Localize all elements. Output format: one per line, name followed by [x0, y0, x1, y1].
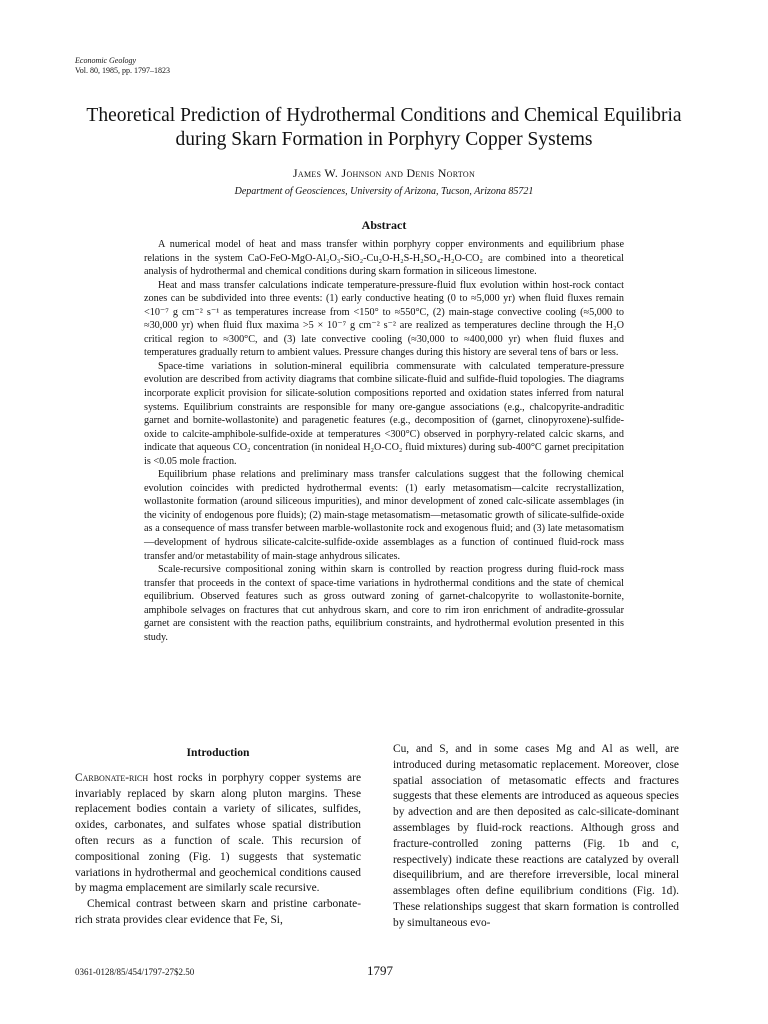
- page-number: 1797: [367, 963, 393, 978]
- journal-volume: Vol. 80, 1985, pp. 1797–1823: [75, 66, 170, 75]
- abstract-paragraph: Scale-recursive compositional zoning within skarn is controlled by reaction progress during fluid-rock mass transfer that proceeds in the context of space-time variations in hydrothermal conditions and the state of chemical equilibrium. Observed features such as gross outward zoning of garnet-chalcopyrite to wollastonite-bornite, amphibole selvages on fractures that cut anhydrous skarn, and core to rim iron enrichment of andradite-grossular garnet are consistent with the reaction paths, equilibrium constraints, and hydrothermal evolution presented in this study.: [144, 564, 624, 643]
- intro-paragraph-1: [75, 771, 361, 897]
- intro-paragraph-1-text: host rocks in porphyry copper systems are invariably replaced by skarn along pluton margins. These replacement bodies contain a variety of silicates, sulfides, oxides, carbonates, and sulfates whose spatial distribution often recurs as a function of scale. This recursion of compositional zoning (Fig. 1) suggests that systematic variations in hydrothermal and geochemical conditions caused by magma emplacement are similarly scale recursive.: [75, 771, 361, 895]
- intro-lead-in: Carbonate-rich: [75, 771, 149, 784]
- abstract-paragraph: Equilibrium phase relations and preliminary mass transfer calculations suggest that the following chemical evolution coincides with predicted hydrothermal events: (1) early metasomatism—calcite recrystallization, wollastonite formation (around siliceous impurities), and minor development of zoned calc-silicate assemblages (in the vicinity of endogenous pore fluids); (2) main-stage metasomatism—metasomatic growth of silicate-sulfide-oxide as a consequence of mass transfer between marble-wollastonite rock and exogenous fluid; and (3) late metasomatism—development of hydrous silicate-calcite-sulfide-oxide assemblages as a function of continued fluid-rock mass transfer and/or metastability of main-stage anhydrous silicates.: [144, 469, 624, 562]
- intro-paragraph-2: Chemical contrast between skarn and pristine carbonate-rich strata provides clear evidence that Fe, Si,: [75, 898, 361, 926]
- author-affiliation: Department of Geosciences, University of Arizona, Tucson, Arizona 85721: [234, 186, 534, 197]
- abstract-paragraph: A numerical model of heat and mass transfer within porphyry copper environments and equilibrium phase relations in the system CaO-FeO-MgO-Al₂O₃-SiO₂-Cu₂O-H₂S-H₂SO₄-H₂O-CO₂ are combined into a theoretical analysis of hydrothermal and chemical conditions during skarn formation in siliceous limestone.: [144, 239, 624, 278]
- footer-code: 0361-0128/85/454/1797-27$2.50: [75, 967, 195, 977]
- abstract-body: [144, 238, 624, 644]
- abstract-paragraph: Heat and mass transfer calculations indicate temperature-pressure-fluid flux evolution within host-rock contact zones can be subdivided into three events: (1) early conductive heating (0 to ≈5,000 yr) when fluid fluxes remain <10⁻⁷ g cm⁻² s⁻¹ as temperatures increase from <150° to ≈550°C, (2) main-stage convective cooling (≈5,000 to ≈30,000 yr) when fluid flux maxima >5 × 10⁻⁷ g cm⁻² s⁻² are realized as temperatures decline through the H₂O critical region to ≈300°C, and (3) late convective cooling (≈30,000 to ≈400,000 yr) when fluid fluxes and temperatures gradually return to ambient values. Pressure changes during this history are several tens of bars or less.: [144, 279, 624, 359]
- journal-name: Economic Geology: [75, 56, 137, 65]
- left-column: [75, 745, 361, 929]
- introduction-heading: Introduction: [186, 746, 250, 759]
- journal-citation: [75, 56, 170, 76]
- paper-title: Theoretical Prediction of Hydrothermal Conditions and Chemical Equilibria during Skarn Formation in Porphyry Copper Systems: [86, 105, 682, 150]
- abstract-heading: Abstract: [361, 218, 407, 232]
- abstract-paragraph: Space-time variations in solution-mineral equilibria commensurate with calculated temperature-pressure evolution are described from activity diagrams that combine silicate-fluid and sulfide-fluid topologies. The diagrams incorporate explicit provision for silicate-solution compositions reported and oxidation states inferred from natural systems. Equilibrium constraints are responsible for many ore-gangue associations (e.g., chalcopyrite-andraditic garnet and bornite-wollastonite) and paragenetic features (e.g., decomposition of (garnet, clinopyroxene)-sulfide-oxide to calcite-amphibole-sulfide-oxide at temperatures <300°C) observed in porphyry-related calcic skarns, and indicate that aqueous CO₂ concentration (in nonideal H₂O-CO₂ fluid mixtures) during sub-400°C garnet precipitation is <0.05 mole fraction.: [144, 360, 624, 467]
- paper-authors: James W. Johnson and Denis Norton: [292, 166, 476, 180]
- right-column: [393, 742, 679, 932]
- intro-continuation: Cu, and S, and in some cases Mg and Al as well, are introduced during metasomatic replacement. Moreover, close spatial association of metasomatic effects and fractures suggests that these elements are introduced as aqueous species by advection and are then deposited as calc-silicate-dominant assemblages by fluid-rock reactions. Although gross and fracture-controlled zoning patterns (Fig. 1b and c, respectively) indicate these reactions are catalyzed by overall disequilibrium, and are therefore irreversible, local mineral assemblages often define equilibrium conditions (Fig. 1d). These relationships suggest that skarn formation is controlled by simultaneous evo-: [393, 743, 679, 929]
